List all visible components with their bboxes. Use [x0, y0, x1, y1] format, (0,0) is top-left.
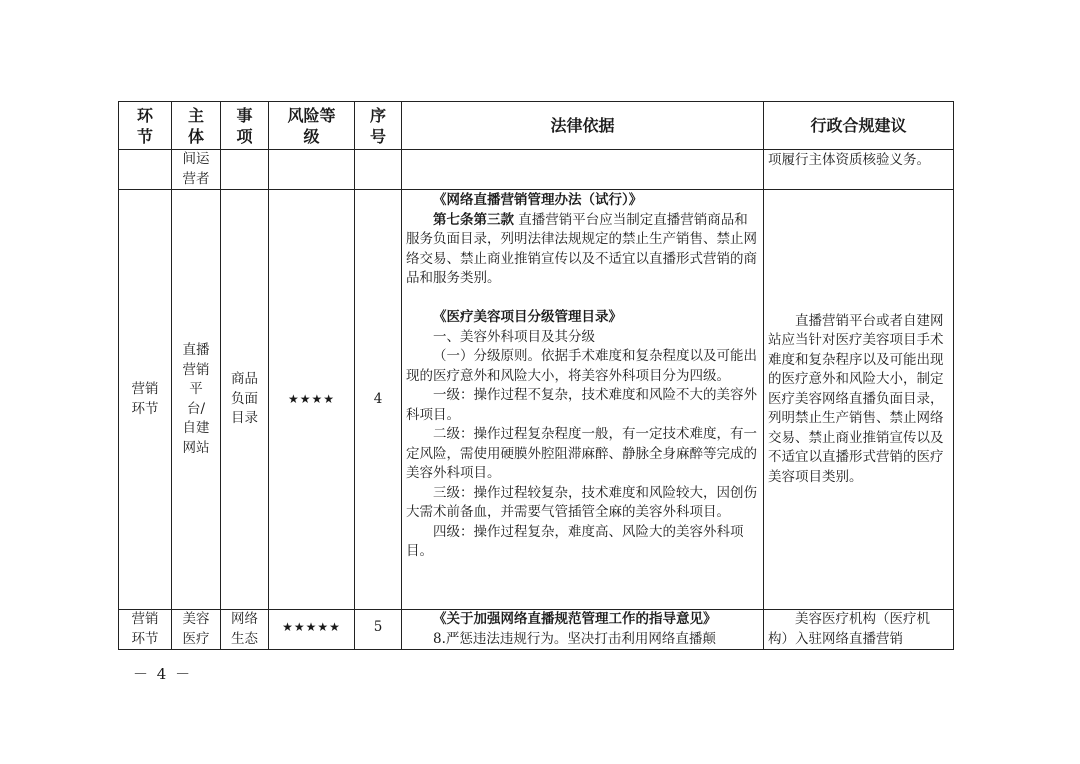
advice-tail: 项履行主体资质核验义务。	[764, 150, 954, 190]
row5-risk-stars: ★★★★★	[269, 610, 355, 650]
header-matter: 事项	[221, 102, 269, 150]
row4-matter: 商品负面目录	[221, 190, 269, 610]
law-para-2: （一）分级原则。依据手术难度和复杂程度以及可能出现的医疗意外和风险大小，将美容外科项目分为四级。	[406, 348, 757, 384]
law-article-1: 第七条第三款 直播营销平台应当制定直播营销商品和服务负面目录，列明法律法规规定的禁止生产销售、禁止网络交易、禁止商业推销宣传以及不适宜以直播形式营销的商品和服务类别。	[406, 211, 757, 286]
row4-subject: 直播营销平台/自建网站	[172, 190, 221, 610]
row5-stage: 营销环节	[119, 610, 172, 650]
law-para-6: 四级：操作过程复杂，难度高、风险大的美容外科项目。	[406, 523, 744, 559]
page-number: － 4 －	[133, 665, 193, 683]
row4-no: 4	[355, 190, 402, 610]
row5-subject: 美容医疗	[172, 610, 221, 650]
law-source-2: 《医疗美容项目分级管理目录》	[433, 309, 622, 325]
law-para-1: 一、美容外科项目及其分级	[433, 328, 595, 345]
row4-risk-stars: ★★★★	[269, 190, 355, 610]
row5-no: 5	[355, 610, 402, 650]
law-para-5: 三级：操作过程较复杂，技术难度和风险较大，因创伤大需术前备血，并需要气管插管全麻的美容外科项目。	[406, 484, 757, 520]
header-stage: 环节	[119, 102, 172, 150]
law-para-3: 一级：操作过程不复杂，技术难度和风险不大的美容外科项目。	[406, 387, 757, 423]
header-no: 序号	[355, 102, 402, 150]
row5-law: 《关于加强网络直播规范管理工作的指导意见》 8.严惩违法违规行为。坚决打击利用网络直播颠	[402, 610, 764, 650]
table-row-4	[119, 190, 954, 610]
compliance-table	[118, 101, 954, 650]
header-advice: 行政合规建议	[764, 102, 954, 150]
header-risk: 风险等级	[269, 102, 355, 150]
header-row	[119, 102, 954, 150]
table-row-continued	[119, 150, 954, 190]
header-law: 法律依据	[402, 102, 764, 150]
row5-advice: 美容医疗机构（医疗机构）入驻网络直播营销	[764, 610, 954, 650]
row5-matter: 网络生态	[221, 610, 269, 650]
row4-law	[402, 190, 764, 610]
row4-advice: 直播营销平台或者自建网站应当针对医疗美容项目手术难度和复杂程序以及可能出现的医疗意外和风险大小，制定医疗美容网络直播负面目录，列明禁止生产销售、禁止网络交易、禁止商业推销宣传以及不适宜以直播形式营销的医疗美容项目类别。	[764, 190, 954, 610]
table-row-5	[119, 610, 954, 650]
header-subject: 主体	[172, 102, 221, 150]
law-para-4: 二级：操作过程复杂程度一般，有一定技术难度，有一定风险，需使用硬膜外腔阻滞麻醉、静脉全身麻醉等完成的美容外科项目。	[406, 426, 757, 481]
law-source-1: 《网络直播营销管理办法（试行）》	[433, 192, 643, 208]
subject-tail: 间运营者	[172, 150, 221, 190]
row4-stage: 营销环节	[119, 190, 172, 610]
